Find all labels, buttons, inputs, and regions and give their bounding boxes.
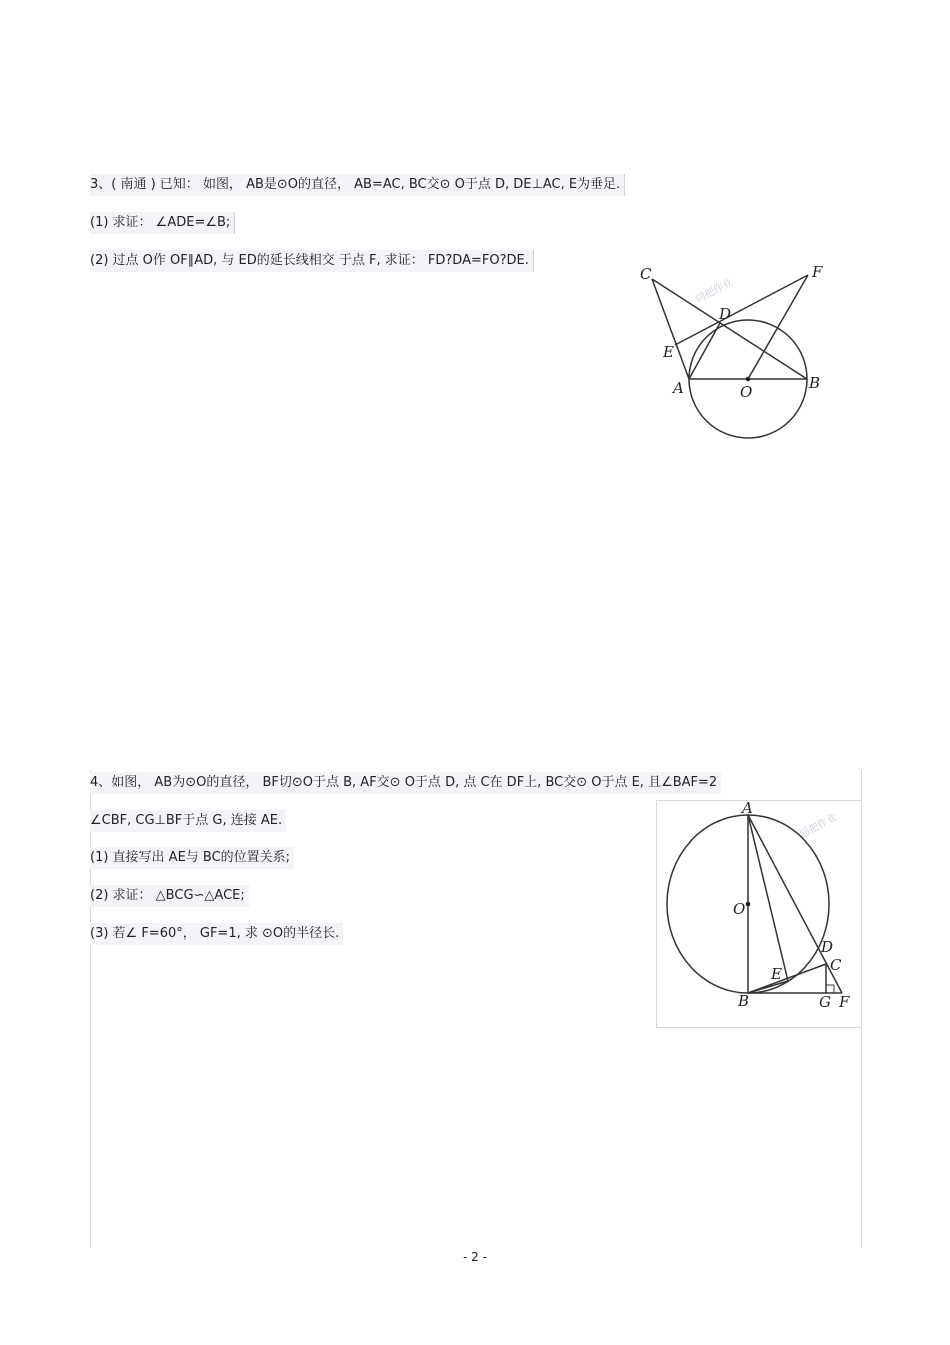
problem4-part1: (1) 直接写出 AE与 BC的位置关系; [90, 847, 294, 869]
label-e: E [771, 965, 782, 983]
point-o [746, 902, 751, 907]
label-o: O [733, 900, 746, 918]
label-c: C [640, 265, 652, 283]
problem4-segments [748, 815, 842, 993]
watermark-3: 同把作业 [694, 277, 735, 306]
label-e: E [663, 343, 674, 361]
point-o [746, 377, 751, 382]
label-a: A [673, 379, 684, 397]
problem3-segments [652, 275, 808, 379]
label-g: G [819, 993, 831, 1011]
problem3-figure [630, 255, 850, 450]
problem3-part2: (2) 过点 O作 OF∥AD, 与 ED的延长线相交 于点 F, 求证： FD?DA=FO?DE. [90, 250, 534, 272]
problem3-stem: 3、( 南通 ) 已知： 如图， AB是⊙O的直径， AB=AC, BC交⊙ O于点 D, DE⊥AC, E为垂足. [90, 174, 625, 196]
problem4-stem-1: 4、如图， AB为⊙O的直径， BF切⊙O于点 B, AF交⊙ O于点 D, 点 C在 DF上, BC交⊙ O于点 E, 且∠BAF=2 [90, 772, 721, 794]
label-f: F [812, 263, 823, 281]
right-angle-mark [826, 985, 834, 993]
label-f: F [839, 993, 850, 1011]
label-o: O [740, 383, 753, 401]
problem4-part3: (3) 若∠ F=60°， GF=1, 求 ⊙O的半径长. [90, 923, 343, 945]
label-d: D [719, 305, 732, 323]
label-b: B [809, 374, 821, 392]
label-c: C [830, 956, 842, 974]
problem4-part2: (2) 求证： △BCG∽△ACE; [90, 885, 249, 907]
problem4-frame-left [90, 770, 91, 1248]
label-b: B [738, 992, 750, 1010]
label-a: A [742, 800, 753, 817]
label-d: D [821, 938, 834, 956]
page-number: - 2 - [463, 1250, 487, 1264]
problem3-part1: (1) 求证： ∠ADE=∠B; [90, 212, 235, 234]
watermark-4: 同把作业 [798, 812, 839, 841]
problem4-figure [656, 800, 862, 1028]
problem4-stem-2: ∠CBF, CG⊥BF于点 G, 连接 AE. [90, 810, 286, 832]
